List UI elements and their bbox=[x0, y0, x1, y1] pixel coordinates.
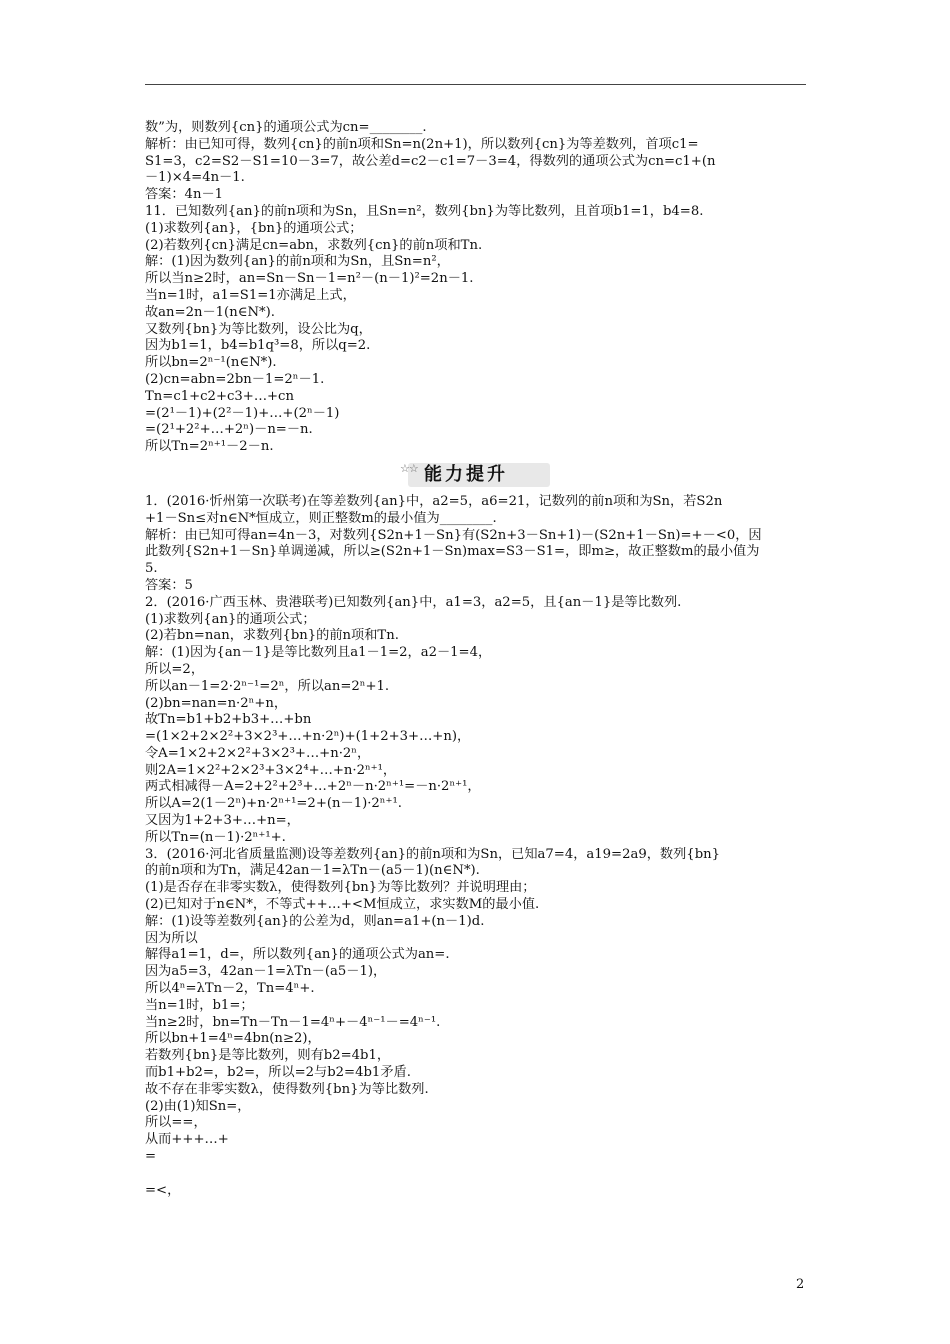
text-line: 所以==， bbox=[145, 1115, 207, 1131]
text-line: (2)bn=nan=n·2ⁿ+n， bbox=[145, 695, 288, 711]
text-line: 又数列{bn}为等比数列，设公比为q， bbox=[145, 321, 372, 337]
text-line: =(2¹+2²+…+2ⁿ)－n=－n. bbox=[145, 422, 313, 438]
text-line: 所以Tn=(n－1)·2ⁿ⁺¹+. bbox=[145, 829, 286, 845]
text-line: =<， bbox=[145, 1182, 181, 1198]
text-line: 解：(1)因为数列{an}的前n项和为Sn，且Sn=n²， bbox=[145, 254, 450, 270]
section-banner bbox=[145, 460, 809, 492]
text-line: 所以bn=2ⁿ⁻¹(n∈N*). bbox=[145, 355, 277, 371]
text-line: (1)是否存在非零实数λ，使得数列{bn}为等比数列？并说明理由； bbox=[145, 880, 536, 896]
text-line: 解：(1)设等差数列{an}的公差为d，则an=a1+(n－1)d. bbox=[145, 913, 485, 929]
text-line: 所以Tn=2ⁿ⁺¹－2－n. bbox=[145, 439, 274, 455]
text-line: 5. bbox=[145, 561, 158, 577]
text-line: 所以an－1=2·2ⁿ⁻¹=2ⁿ，所以an=2ⁿ+1. bbox=[145, 678, 390, 694]
text-line: 则2A=1×2²+2×2³+3×2⁴+…+n·2ⁿ⁺¹， bbox=[145, 762, 397, 778]
text-line: 解析：由已知可得，数列{cn}的前n项和Sn=n(2n+1)，所以数列{cn}为等差数列，首项c1= bbox=[145, 136, 699, 152]
text-line: (2)若数列{cn}满足cn=abn，求数列{cn}的前n项和Tn. bbox=[145, 237, 483, 253]
text-line: 当n=1时，a1=S1=1亦满足上式， bbox=[145, 287, 356, 303]
text-line: =(1×2+2×2²+3×2³+…+n·2ⁿ)+(1+2+3+…+n)， bbox=[145, 729, 471, 745]
text-line: 若数列{bn}是等比数列，则有b2=4b1， bbox=[145, 1048, 391, 1064]
text-line: =(2¹－1)+(2²－1)+…+(2ⁿ－1) bbox=[145, 405, 340, 421]
text-line: 解得a1=1，d=，所以数列{an}的通项公式为an=. bbox=[145, 947, 450, 963]
text-line: 两式相减得－A=2+2²+2³+…+2ⁿ－n·2ⁿ⁺¹=－n·2ⁿ⁺¹， bbox=[145, 779, 481, 795]
text-line: 2．(2016·广西玉林、贵港联考)已知数列{an}中，a1=3，a2=5，且{an－1}是等比数列. bbox=[145, 594, 682, 610]
text-line: +1－Sn≤对n∈N*恒成立，则正整数m的最小值为________. bbox=[145, 510, 497, 526]
text-line: 所以bn+1=4ⁿ=4bn(n≥2)， bbox=[145, 1031, 321, 1047]
text-line: 解：(1)因为{an－1}是等比数列且a1－1=2，a2－1=4， bbox=[145, 645, 492, 661]
text-line: (2)若bn=nan，求数列{bn}的前n项和Tn. bbox=[145, 628, 399, 644]
text-line: 所以=2， bbox=[145, 661, 205, 677]
text-line: 所以A=2(1－2ⁿ)+n·2ⁿ⁺¹=2+(n－1)·2ⁿ⁺¹. bbox=[145, 796, 402, 812]
text-line: 的前n项和为Tn，满足42an－1=λTn－(a5－1)(n∈N*). bbox=[145, 863, 480, 879]
text-line: = bbox=[145, 1149, 157, 1165]
text-line: 当n≥2时，bn=Tn－Tn－1=4ⁿ+－4ⁿ⁻¹－=4ⁿ⁻¹. bbox=[145, 1014, 441, 1030]
text-line: 解析：由已知可得an=4n－3，对数列{S2n+1－Sn}有(S2n+3－Sn+1)－(S2n+1－Sn)=+－<0，因 bbox=[145, 527, 762, 543]
text-line: (2)由(1)知Sn=， bbox=[145, 1098, 251, 1114]
text-line: 而b1+b2=，b2=，所以=2与b2=4b1矛盾. bbox=[145, 1065, 411, 1081]
text-line: 故不存在非零实数λ，使得数列{bn}为等比数列. bbox=[145, 1081, 429, 1097]
text-line: (1)求数列{an}，{bn}的通项公式； bbox=[145, 220, 363, 236]
bottom-text-block bbox=[145, 494, 809, 1199]
text-line: 所以当n≥2时，an=Sn－Sn－1=n²－(n－1)²=2n－1. bbox=[145, 271, 474, 287]
section-title: 能力提升 bbox=[424, 463, 508, 485]
page-number: 2 bbox=[796, 1277, 805, 1292]
text-line: 故Tn=b1+b2+b3+…+bn bbox=[145, 712, 312, 728]
text-line: 又因为1+2+3+…+n=， bbox=[145, 813, 300, 829]
text-line: (2)已知对于n∈N*，不等式++…+<M恒成立，求实数M的最小值. bbox=[145, 897, 540, 913]
text-line: 因为所以 bbox=[145, 930, 198, 946]
text-line: (2)cn=abn=2bn－1=2ⁿ－1. bbox=[145, 371, 325, 387]
text-line: 3．(2016·河北省质量监测)设等差数列{an}的前n项和为Sn，已知a7=4，a19=2a9，数列{bn} bbox=[145, 846, 721, 862]
text-line: 此数列{S2n+1－Sn}单调递减，所以≥(S2n+1－Sn)max=S3－S1=，即m≥，故正整数m的最小值为 bbox=[145, 544, 760, 560]
text-line: 当n=1时，b1=； bbox=[145, 997, 254, 1013]
star-decoration-icon: ☆☆ bbox=[400, 461, 418, 475]
top-text-block bbox=[145, 120, 809, 456]
text-line: 令A=1×2+2×2²+3×2³+…+n·2ⁿ， bbox=[145, 745, 371, 761]
text-line: 从而+++…+ bbox=[145, 1132, 229, 1148]
text-line: S1=3，c2=S2－S1=10－3=7，故公差d=c2－c1=7－3=4，得数列的通项公式为cn=c1+(n bbox=[145, 153, 716, 169]
text-line: 因为b1=1，b4=b1q³=8，所以q=2. bbox=[145, 338, 371, 354]
text-line: －1)×4=4n－1. bbox=[145, 170, 245, 186]
text-line bbox=[145, 1166, 809, 1183]
text-line: 数”为，则数列{cn}的通项公式为cn=________. bbox=[145, 120, 427, 135]
text-line: 所以4ⁿ=λTn－2，Tn=4ⁿ+. bbox=[145, 981, 315, 997]
text-line: 1．(2016·忻州第一次联考)在等差数列{an}中，a2=5，a6=21，记数列的前n项和为Sn，若S2n bbox=[145, 493, 723, 509]
text-line: (1)求数列{an}的通项公式； bbox=[145, 611, 316, 627]
text-line: Tn=c1+c2+c3+…+cn bbox=[145, 388, 294, 404]
text-line: 答案：5 bbox=[145, 577, 193, 593]
text-line: 11．已知数列{an}的前n项和为Sn，且Sn=n²，数列{bn}为等比数列，且首项b1=1，b4=8. bbox=[145, 203, 704, 219]
header-rule bbox=[145, 84, 806, 85]
text-line: 答案：4n－1 bbox=[145, 187, 224, 203]
text-line: 因为a5=3，42an－1=λTn－(a5－1)， bbox=[145, 964, 387, 980]
document-body bbox=[145, 120, 809, 1199]
text-line: 故an=2n－1(n∈N*). bbox=[145, 304, 275, 320]
